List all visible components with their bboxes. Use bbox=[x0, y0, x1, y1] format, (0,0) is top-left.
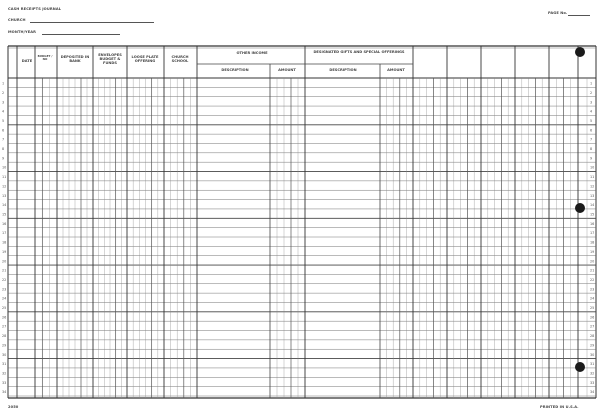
row-number-right: 21 bbox=[590, 268, 595, 273]
row-number-left: 15 bbox=[2, 212, 7, 217]
column-header-envelopes: ENVELOPES BUDGET & FUNDS bbox=[98, 53, 122, 66]
row-number-right: 23 bbox=[590, 287, 595, 292]
column-header-description-2: DESCRIPTION bbox=[329, 68, 357, 72]
row-number-right: 1 bbox=[590, 81, 593, 86]
row-number-right: 9 bbox=[590, 156, 593, 161]
row-number-left: 10 bbox=[2, 165, 7, 170]
row-number-right: 5 bbox=[590, 118, 593, 123]
row-number-right: 2 bbox=[590, 90, 593, 95]
row-number-left: 22 bbox=[2, 277, 7, 282]
row-number-right: 32 bbox=[590, 371, 595, 376]
row-number-right: 22 bbox=[590, 277, 595, 282]
column-header-amount-1: AMOUNT bbox=[278, 68, 296, 72]
column-header-loose-plate: LOOSE PLATE OFFERING bbox=[131, 55, 159, 64]
row-number-right: 18 bbox=[590, 240, 595, 245]
footer-print-code: PRINTED IN U.S.A. bbox=[540, 405, 579, 409]
church-label: CHURCH bbox=[8, 18, 26, 22]
column-header-date: DATE bbox=[21, 59, 33, 63]
row-number-left: 32 bbox=[2, 371, 7, 376]
row-number-right: 17 bbox=[590, 231, 595, 236]
row-number-right: 16 bbox=[590, 221, 595, 226]
month-year-label: MONTH/YEAR bbox=[8, 30, 37, 34]
row-number-left: 29 bbox=[2, 343, 7, 348]
row-number-right: 30 bbox=[590, 352, 595, 357]
row-number-left: 21 bbox=[2, 268, 7, 273]
binder-hole bbox=[575, 47, 585, 57]
row-number-right: 7 bbox=[590, 137, 593, 142]
row-number-left: 8 bbox=[2, 147, 5, 152]
row-number-left: 9 bbox=[2, 156, 5, 161]
row-number-right: 6 bbox=[590, 128, 593, 133]
row-number-right: 24 bbox=[590, 296, 595, 301]
row-number-right: 15 bbox=[590, 212, 595, 217]
row-number-right: 4 bbox=[590, 109, 593, 114]
row-number-left: 13 bbox=[2, 193, 7, 198]
row-number-left: 4 bbox=[2, 109, 5, 114]
page-number-label: PAGE No. bbox=[548, 11, 568, 15]
row-number-right: 20 bbox=[590, 259, 595, 264]
row-number-left: 14 bbox=[2, 203, 7, 208]
column-header-amount-2: AMOUNT bbox=[387, 68, 405, 72]
row-number-right: 26 bbox=[590, 315, 595, 320]
row-number-right: 13 bbox=[590, 193, 595, 198]
row-number-right: 31 bbox=[590, 362, 595, 367]
binder-hole bbox=[575, 362, 585, 372]
column-header-deposits: DEPOSITED IN BANK bbox=[60, 55, 90, 64]
column-header-church-school: CHURCH SCHOOL bbox=[171, 55, 189, 64]
row-number-left: 1 bbox=[2, 81, 5, 86]
row-number-right: 3 bbox=[590, 100, 593, 105]
row-number-right: 11 bbox=[590, 175, 595, 180]
row-number-left: 28 bbox=[2, 334, 7, 339]
row-number-left: 2 bbox=[2, 90, 5, 95]
row-number-right: 28 bbox=[590, 334, 595, 339]
row-number-left: 16 bbox=[2, 221, 7, 226]
row-number-left: 19 bbox=[2, 249, 7, 254]
binder-hole bbox=[575, 203, 585, 213]
row-number-right: 12 bbox=[590, 184, 595, 189]
row-number-right: 10 bbox=[590, 165, 595, 170]
row-number-left: 24 bbox=[2, 296, 7, 301]
row-number-right: 14 bbox=[590, 203, 595, 208]
row-number-right: 33 bbox=[590, 380, 595, 385]
row-number-right: 25 bbox=[590, 306, 595, 311]
row-number-left: 6 bbox=[2, 128, 5, 133]
page-number-field[interactable] bbox=[568, 15, 590, 16]
row-number-right: 29 bbox=[590, 343, 595, 348]
row-number-left: 18 bbox=[2, 240, 7, 245]
row-number-left: 33 bbox=[2, 380, 7, 385]
row-number-left: 11 bbox=[2, 175, 7, 180]
row-number-left: 17 bbox=[2, 231, 7, 236]
row-number-left: 27 bbox=[2, 324, 7, 329]
row-number-left: 30 bbox=[2, 352, 7, 357]
footer-form-code: 2050 bbox=[8, 405, 19, 409]
month-year-field[interactable] bbox=[42, 34, 120, 35]
group-header-designated-gifts: DESIGNATED GIFTS AND SPECIAL OFFERINGS bbox=[313, 50, 405, 54]
form-title: CASH RECEIPTS JOURNAL bbox=[8, 7, 62, 11]
column-header-budget: BUDGET / NO bbox=[37, 54, 53, 62]
row-number-left: 5 bbox=[2, 118, 5, 123]
row-number-left: 3 bbox=[2, 100, 5, 105]
row-number-left: 12 bbox=[2, 184, 7, 189]
row-number-right: 8 bbox=[590, 147, 593, 152]
column-header-description-1: DESCRIPTION bbox=[221, 68, 249, 72]
row-number-right: 27 bbox=[590, 324, 595, 329]
row-number-left: 23 bbox=[2, 287, 7, 292]
row-number-right: 19 bbox=[590, 249, 595, 254]
row-number-left: 34 bbox=[2, 390, 7, 395]
group-header-other-income: OTHER INCOME bbox=[236, 51, 268, 55]
row-number-left: 26 bbox=[2, 315, 7, 320]
row-number-left: 31 bbox=[2, 362, 7, 367]
row-number-left: 20 bbox=[2, 259, 7, 264]
church-field[interactable] bbox=[30, 22, 154, 23]
row-number-left: 25 bbox=[2, 306, 7, 311]
row-number-right: 34 bbox=[590, 390, 595, 395]
row-number-left: 7 bbox=[2, 137, 5, 142]
